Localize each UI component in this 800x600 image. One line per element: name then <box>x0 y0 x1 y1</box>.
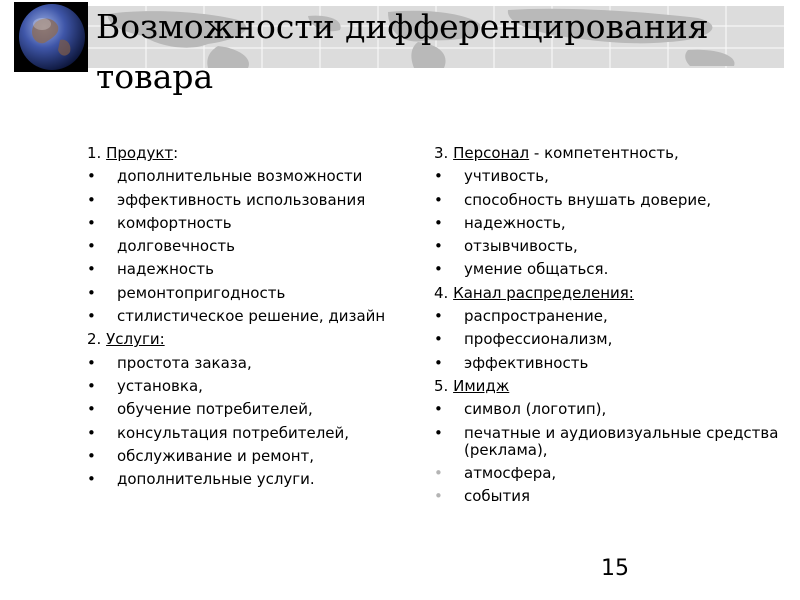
list-item <box>434 462 780 485</box>
section-label: Услуги: <box>106 330 165 349</box>
bullet-icon: • <box>87 283 96 302</box>
list-item-text: долговечность <box>117 237 235 256</box>
bullet-icon: • <box>87 307 96 326</box>
section-number: 5. <box>434 376 454 395</box>
page-number: 15 <box>601 556 629 581</box>
list-item <box>434 258 780 281</box>
section-number: 4. <box>434 283 454 302</box>
section-suffix: - компетентность, <box>529 144 679 162</box>
right-column <box>434 142 780 508</box>
section-heading-channel <box>434 282 780 305</box>
bullet-icon: • <box>434 213 443 232</box>
section-number: 1. <box>87 144 107 162</box>
bullet-icon: • <box>87 400 96 419</box>
list-item <box>87 422 407 445</box>
list-item-text: надежность <box>117 260 214 279</box>
list-item-text: консультация потребителей, <box>117 423 350 442</box>
bullet-icon: • <box>87 190 96 209</box>
list-item <box>434 305 780 328</box>
list-item-text: атмосфера, <box>464 463 557 482</box>
section-heading-image <box>434 375 780 398</box>
bullet-icon: • <box>87 353 96 372</box>
list-item-text: учтивость, <box>464 167 549 186</box>
bullet-icon: • <box>434 307 443 326</box>
list-item <box>87 282 407 305</box>
section-label: Канал распределения: <box>453 283 634 302</box>
list-item <box>87 235 407 258</box>
list-item <box>434 212 780 235</box>
list-item-text: обслуживание и ремонт, <box>117 446 315 465</box>
left-column <box>87 142 407 491</box>
list-item <box>87 352 407 375</box>
list-item <box>87 212 407 235</box>
bullet-icon: • <box>434 487 443 506</box>
bullet-icon: • <box>87 376 96 395</box>
bullet-icon: • <box>434 463 443 482</box>
list-item-text: дополнительные услуги. <box>117 470 315 489</box>
list-item <box>434 485 780 508</box>
bullet-icon: • <box>434 260 443 279</box>
list-item-text: надежность, <box>464 213 566 232</box>
bullet-icon: • <box>434 423 443 442</box>
bullet-icon: • <box>87 213 96 232</box>
section-label: Имидж <box>453 376 510 395</box>
bullet-icon: • <box>434 237 443 256</box>
list-item <box>434 352 780 375</box>
globe-icon <box>14 2 88 72</box>
list-item-text: распространение, <box>464 307 608 326</box>
list-item-text: печатные и аудиовизуальные средства (реклама), <box>464 423 779 459</box>
list-item <box>87 375 407 398</box>
list-item <box>434 422 780 462</box>
list-item <box>87 468 407 491</box>
list-item-text: установка, <box>117 376 203 395</box>
list-item-text: ремонтопригодность <box>117 283 286 302</box>
list-item-text: отзывчивость, <box>464 237 578 256</box>
list-item <box>87 258 407 281</box>
list-item <box>87 445 407 468</box>
list-item-text: способность внушать доверие, <box>464 190 712 209</box>
bullet-icon: • <box>434 167 443 186</box>
list-item <box>434 165 780 188</box>
list-item-text: стилистическое решение, дизайн <box>117 307 386 326</box>
section-heading-services <box>87 328 407 351</box>
list-item-text: комфортность <box>117 213 232 232</box>
list-item-text: профессионализм, <box>464 330 613 349</box>
list-item-text: простота заказа, <box>117 353 252 372</box>
list-item <box>87 305 407 328</box>
bullet-icon: • <box>87 167 96 186</box>
section-suffix: : <box>173 144 179 162</box>
list-item-text: обучение потребителей, <box>117 400 313 419</box>
section-label: Продукт <box>106 144 174 162</box>
section-number: 2. <box>87 330 107 349</box>
section-heading-product <box>87 142 407 165</box>
slide-title: Возможности дифференцирования товара <box>96 7 709 96</box>
list-item <box>87 189 407 212</box>
bullet-icon: • <box>87 470 96 489</box>
list-item-text: события <box>464 487 531 506</box>
list-item <box>434 189 780 212</box>
list-item-text: эффективность использования <box>117 190 366 209</box>
list-item-text: дополнительные возможности <box>117 167 363 186</box>
section-label: Персонал <box>453 144 530 162</box>
list-item <box>434 398 780 421</box>
list-item <box>434 328 780 351</box>
bullet-icon: • <box>87 423 96 442</box>
bullet-icon: • <box>87 446 96 465</box>
bullet-icon: • <box>434 353 443 372</box>
bullet-icon: • <box>434 400 443 419</box>
list-item-text: умение общаться. <box>464 260 609 279</box>
bullet-icon: • <box>87 260 96 279</box>
bullet-icon: • <box>434 330 443 349</box>
list-item <box>434 235 780 258</box>
list-item <box>87 165 407 188</box>
section-heading-personnel <box>434 142 780 165</box>
list-item-text: символ (логотип), <box>464 400 607 419</box>
list-item-text: эффективность <box>464 353 589 372</box>
list-item <box>87 398 407 421</box>
section-number: 3. <box>434 144 454 162</box>
bullet-icon: • <box>434 190 443 209</box>
bullet-icon: • <box>87 237 96 256</box>
